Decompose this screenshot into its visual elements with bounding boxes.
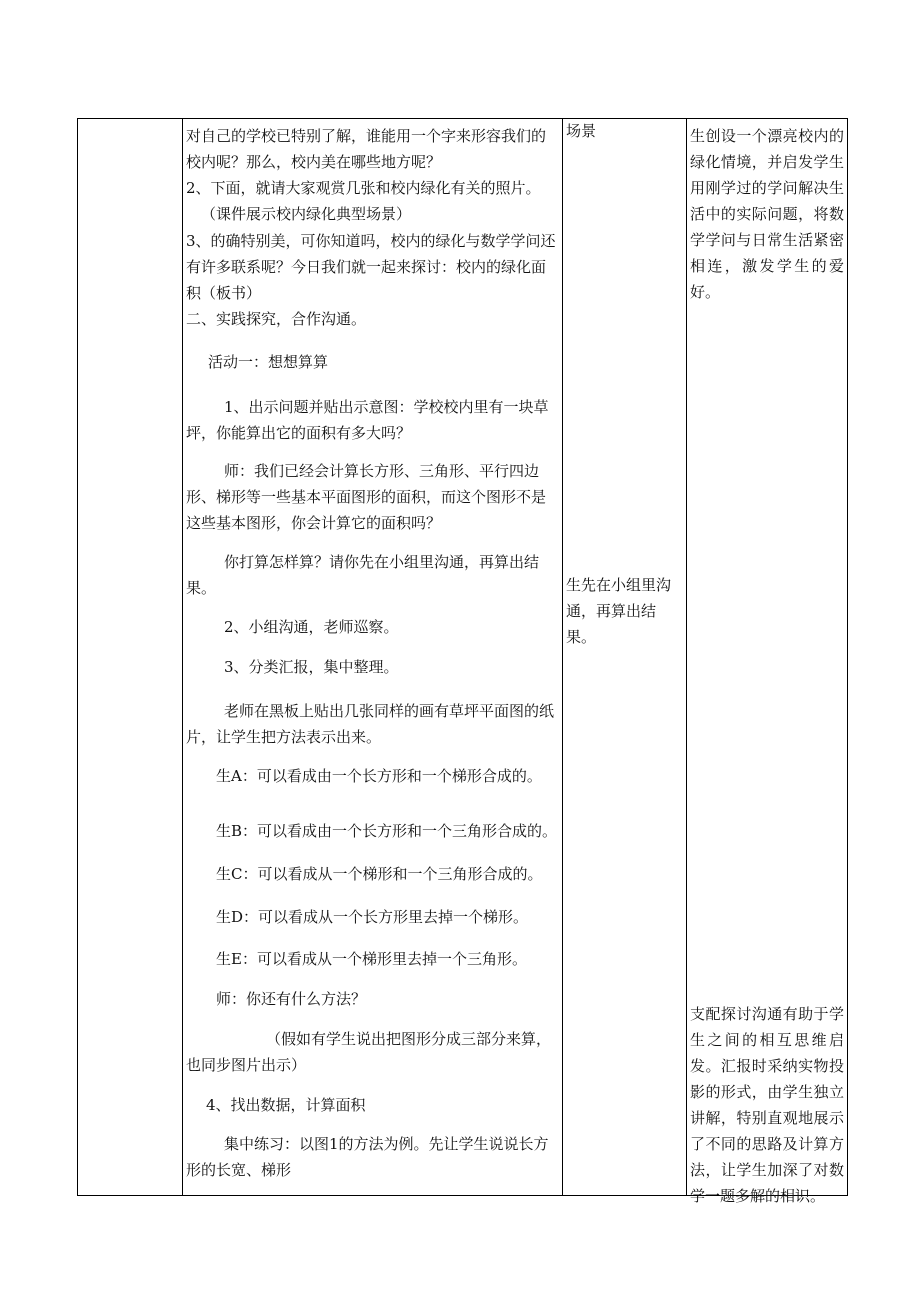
step-report: 3、分类汇报，集中整理。 [224, 658, 399, 676]
step-find-data: 4、找出数据，计算面积 [206, 1096, 366, 1114]
intent-cell-situation: 生创设一个漂亮校内的绿化情境，并启发学生用刚学过的学问解决生活中的实际问题，将数学学问与日常生活紧密相连，激发学生的爱好。 [690, 127, 844, 301]
column-divider-2 [562, 118, 563, 1196]
activity-heading: 活动一：想想算算 [208, 353, 329, 371]
paragraph-photos: 2、下面，就请大家观赏几张和校内绿化有关的照片。 [186, 179, 541, 197]
teacher-question-other: 师：你还有什么方法？ [216, 990, 367, 1008]
paragraph-plan: 你打算怎样算？请你先在小组里沟通，再算出结果。 [186, 553, 540, 597]
table-border-left [77, 118, 78, 1196]
paragraph-courseware: （课件展示校内绿化典型场景） [201, 205, 412, 223]
paragraph-three-parts: （假如有学生说出把图形分成三部分来算，也同步图片出示） [186, 1030, 552, 1074]
column-divider-1 [182, 118, 183, 1196]
column-divider-3 [686, 118, 687, 1196]
paragraph-practice: 集中练习：以图1的方法为例。先让学生说说长方形的长宽、梯形 [186, 1135, 549, 1179]
paragraph-intro: 对自己的学校已特别了解，谁能用一个字来形容我们的校内呢？那么，校内美在哪些地方呢？ [186, 127, 547, 171]
paragraph-teacher-question: 师：我们已经会计算长方形、三角形、平行四边形、梯形等一些基本平面图形的面积，而这个图形不是这些基本图形，你会计算它的面积吗？ [186, 462, 547, 532]
section-heading-explore: 二、实践探究，合作沟通。 [186, 310, 367, 328]
student-answer-c: 生C：可以看成从一个梯形和一个三角形合成的。 [216, 865, 543, 883]
student-answer-e: 生E：可以看成从一个梯形里去掉一个三角形。 [216, 950, 527, 968]
student-answer-a: 生A：可以看成由一个长方形和一个梯形合成的。 [216, 767, 542, 785]
paragraph-problem: 1、出示问题并贴出示意图：学校校内里有一块草坪，你能算出它的面积有多大吗？ [186, 398, 549, 442]
student-answer-b: 生B：可以看成由一个长方形和一个三角形合成的。 [216, 822, 558, 840]
paragraph-blackboard: 老师在黑板上贴出几张同样的画有草坪平面图的纸片，让学生把方法表示出来。 [186, 702, 555, 746]
step-group-discussion: 2、小组沟通，老师巡察。 [224, 618, 399, 636]
student-cell-discuss: 生先在小组里沟通，再算出结果。 [566, 576, 672, 646]
student-answer-d: 生D：可以看成从一个长方形里去掉一个梯形。 [216, 908, 529, 926]
intent-cell-discussion: 支配探讨沟通有助于学生之间的相互思维启发。汇报时采纳实物投影的形式，由学生独立讲解，特别直观地展示了不同的思路及计算方法，让学生加深了对数学一题多解的相识。 [690, 1005, 844, 1205]
table-border-right [847, 118, 848, 1196]
paragraph-topic: 3、的确特别美，可你知道吗，校内的绿化与数学学问还有许多联系呢？今日我们就一起来探讨：校内的绿化面积（板书） [186, 232, 556, 302]
student-cell-scene: 场景 [566, 122, 597, 140]
